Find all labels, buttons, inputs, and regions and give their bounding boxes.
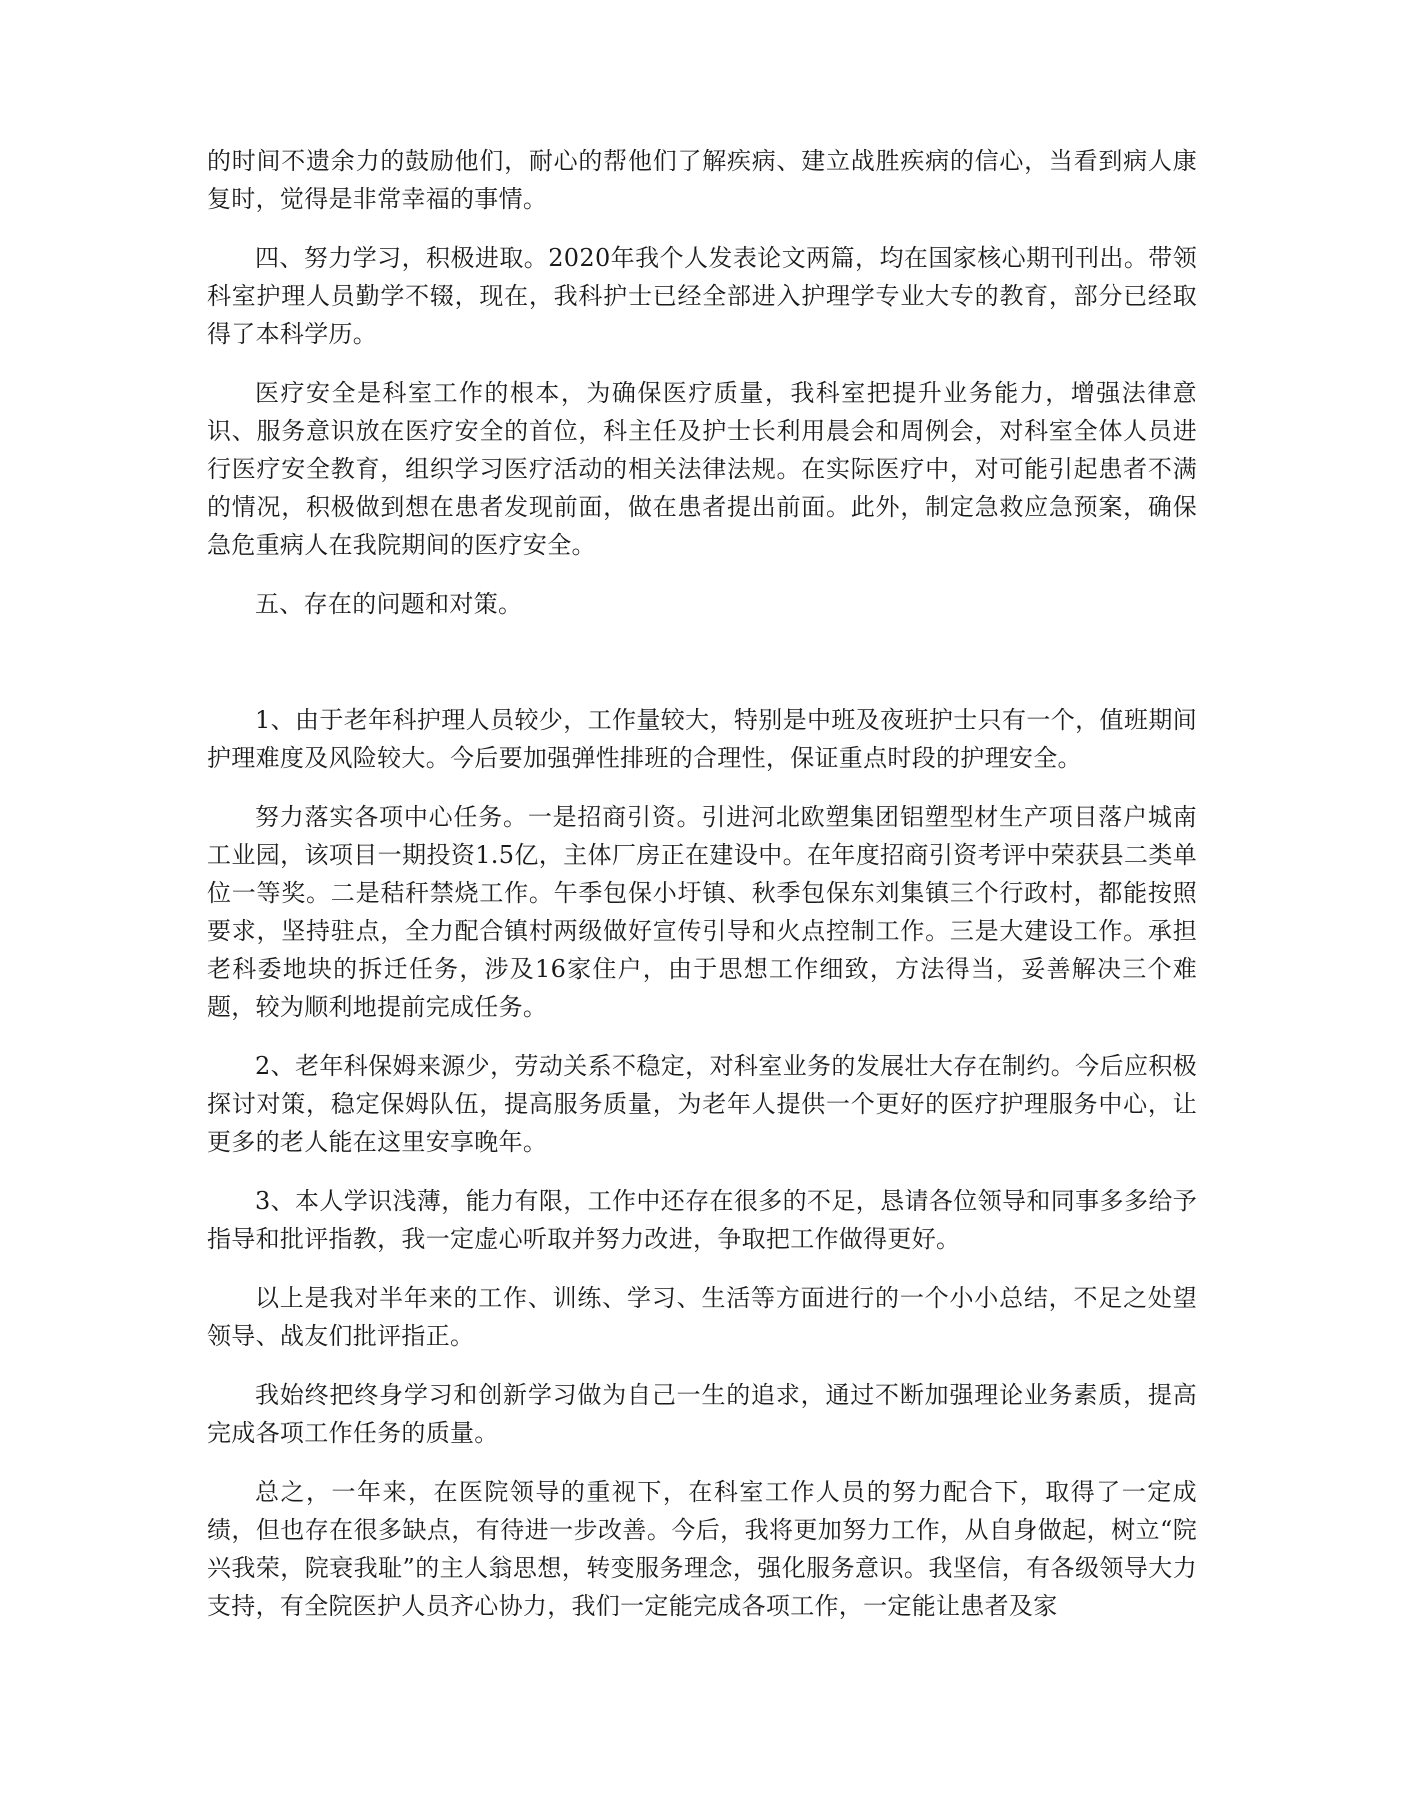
paragraph-continuation: 的时间不遗余力的鼓励他们，耐心的帮他们了解疾病、建立战胜疾病的信心，当看到病人康复时，觉得是非常幸福的事情。 xyxy=(207,147,1197,213)
section-heading-problems: 五、存在的问题和对策。 xyxy=(255,590,523,618)
document-body xyxy=(207,142,1197,1646)
paragraph-central-tasks: 努力落实各项中心任务。一是招商引资。引进河北欧塑集团铝塑型材生产项目落户城南工业园，该项目一期投资1.5亿，主体厂房正在建设中。在年度招商引资考评中荣获县二类单位一等奖。二是秸秆禁烧工作。午季包保小圩镇、秋季包保东刘集镇三个行政村，都能按照要求，坚持驻点，全力配合镇村两级做好宣传引导和火点控制工作。三是大建设工作。承担老科委地块的拆迁任务，涉及16家住户，由于思想工作细致，方法得当，妥善解决三个难题，较为顺利地提前完成任务。 xyxy=(207,803,1197,1021)
paragraph-problem-1: 1、由于老年科护理人员较少，工作量较大，特别是中班及夜班护士只有一个，值班期间护理难度及风险较大。今后要加强弹性排班的合理性，保证重点时段的护理安全。 xyxy=(207,706,1197,772)
paragraph-study: 四、努力学习，积极进取。2020年我个人发表论文两篇，均在国家核心期刊刊出。带领科室护理人员勤学不辍，现在，我科护士已经全部进入护理学专业大专的教育，部分已经取得了本科学历。 xyxy=(207,244,1197,348)
paragraph-lifelong-learning: 我始终把终身学习和创新学习做为自己一生的追求，通过不断加强理论业务素质，提高完成各项工作任务的质量。 xyxy=(207,1381,1197,1447)
paragraph-conclusion: 总之，一年来，在医院领导的重视下，在科室工作人员的努力配合下，取得了一定成绩，但也存在很多缺点，有待进一步改善。今后，我将更加努力工作，从自身做起，树立“院兴我荣，院衰我耻”的主人翁思想，转变服务理念，强化服务意识。我坚信，有各级领导大力支持，有全院医护人员齐心协力，我们一定能完成各项工作，一定能让患者及家 xyxy=(207,1478,1197,1620)
paragraph-summary: 以上是我对半年来的工作、训练、学习、生活等方面进行的一个小小总结，不足之处望领导、战友们批评指正。 xyxy=(207,1284,1197,1350)
paragraph-problem-2: 2、老年科保姆来源少，劳动关系不稳定，对科室业务的发展壮大存在制约。今后应积极探讨对策，稳定保姆队伍，提高服务质量，为老年人提供一个更好的医疗护理服务中心，让更多的老人能在这里安享晚年。 xyxy=(207,1052,1197,1156)
paragraph-medical-safety: 医疗安全是科室工作的根本，为确保医疗质量，我科室把提升业务能力，增强法律意识、服务意识放在医疗安全的首位，科主任及护士长利用晨会和周例会，对科室全体人员进行医疗安全教育，组织学习医疗活动的相关法律法规。在实际医疗中，对可能引起患者不满的情况，积极做到想在患者发现前面，做在患者提出前面。此外，制定急救应急预案，确保急危重病人在我院期间的医疗安全。 xyxy=(207,379,1197,559)
paragraph-problem-3: 3、本人学识浅薄，能力有限，工作中还存在很多的不足，恳请各位领导和同事多多给予指导和批评指教，我一定虚心听取并努力改进，争取把工作做得更好。 xyxy=(207,1187,1197,1253)
